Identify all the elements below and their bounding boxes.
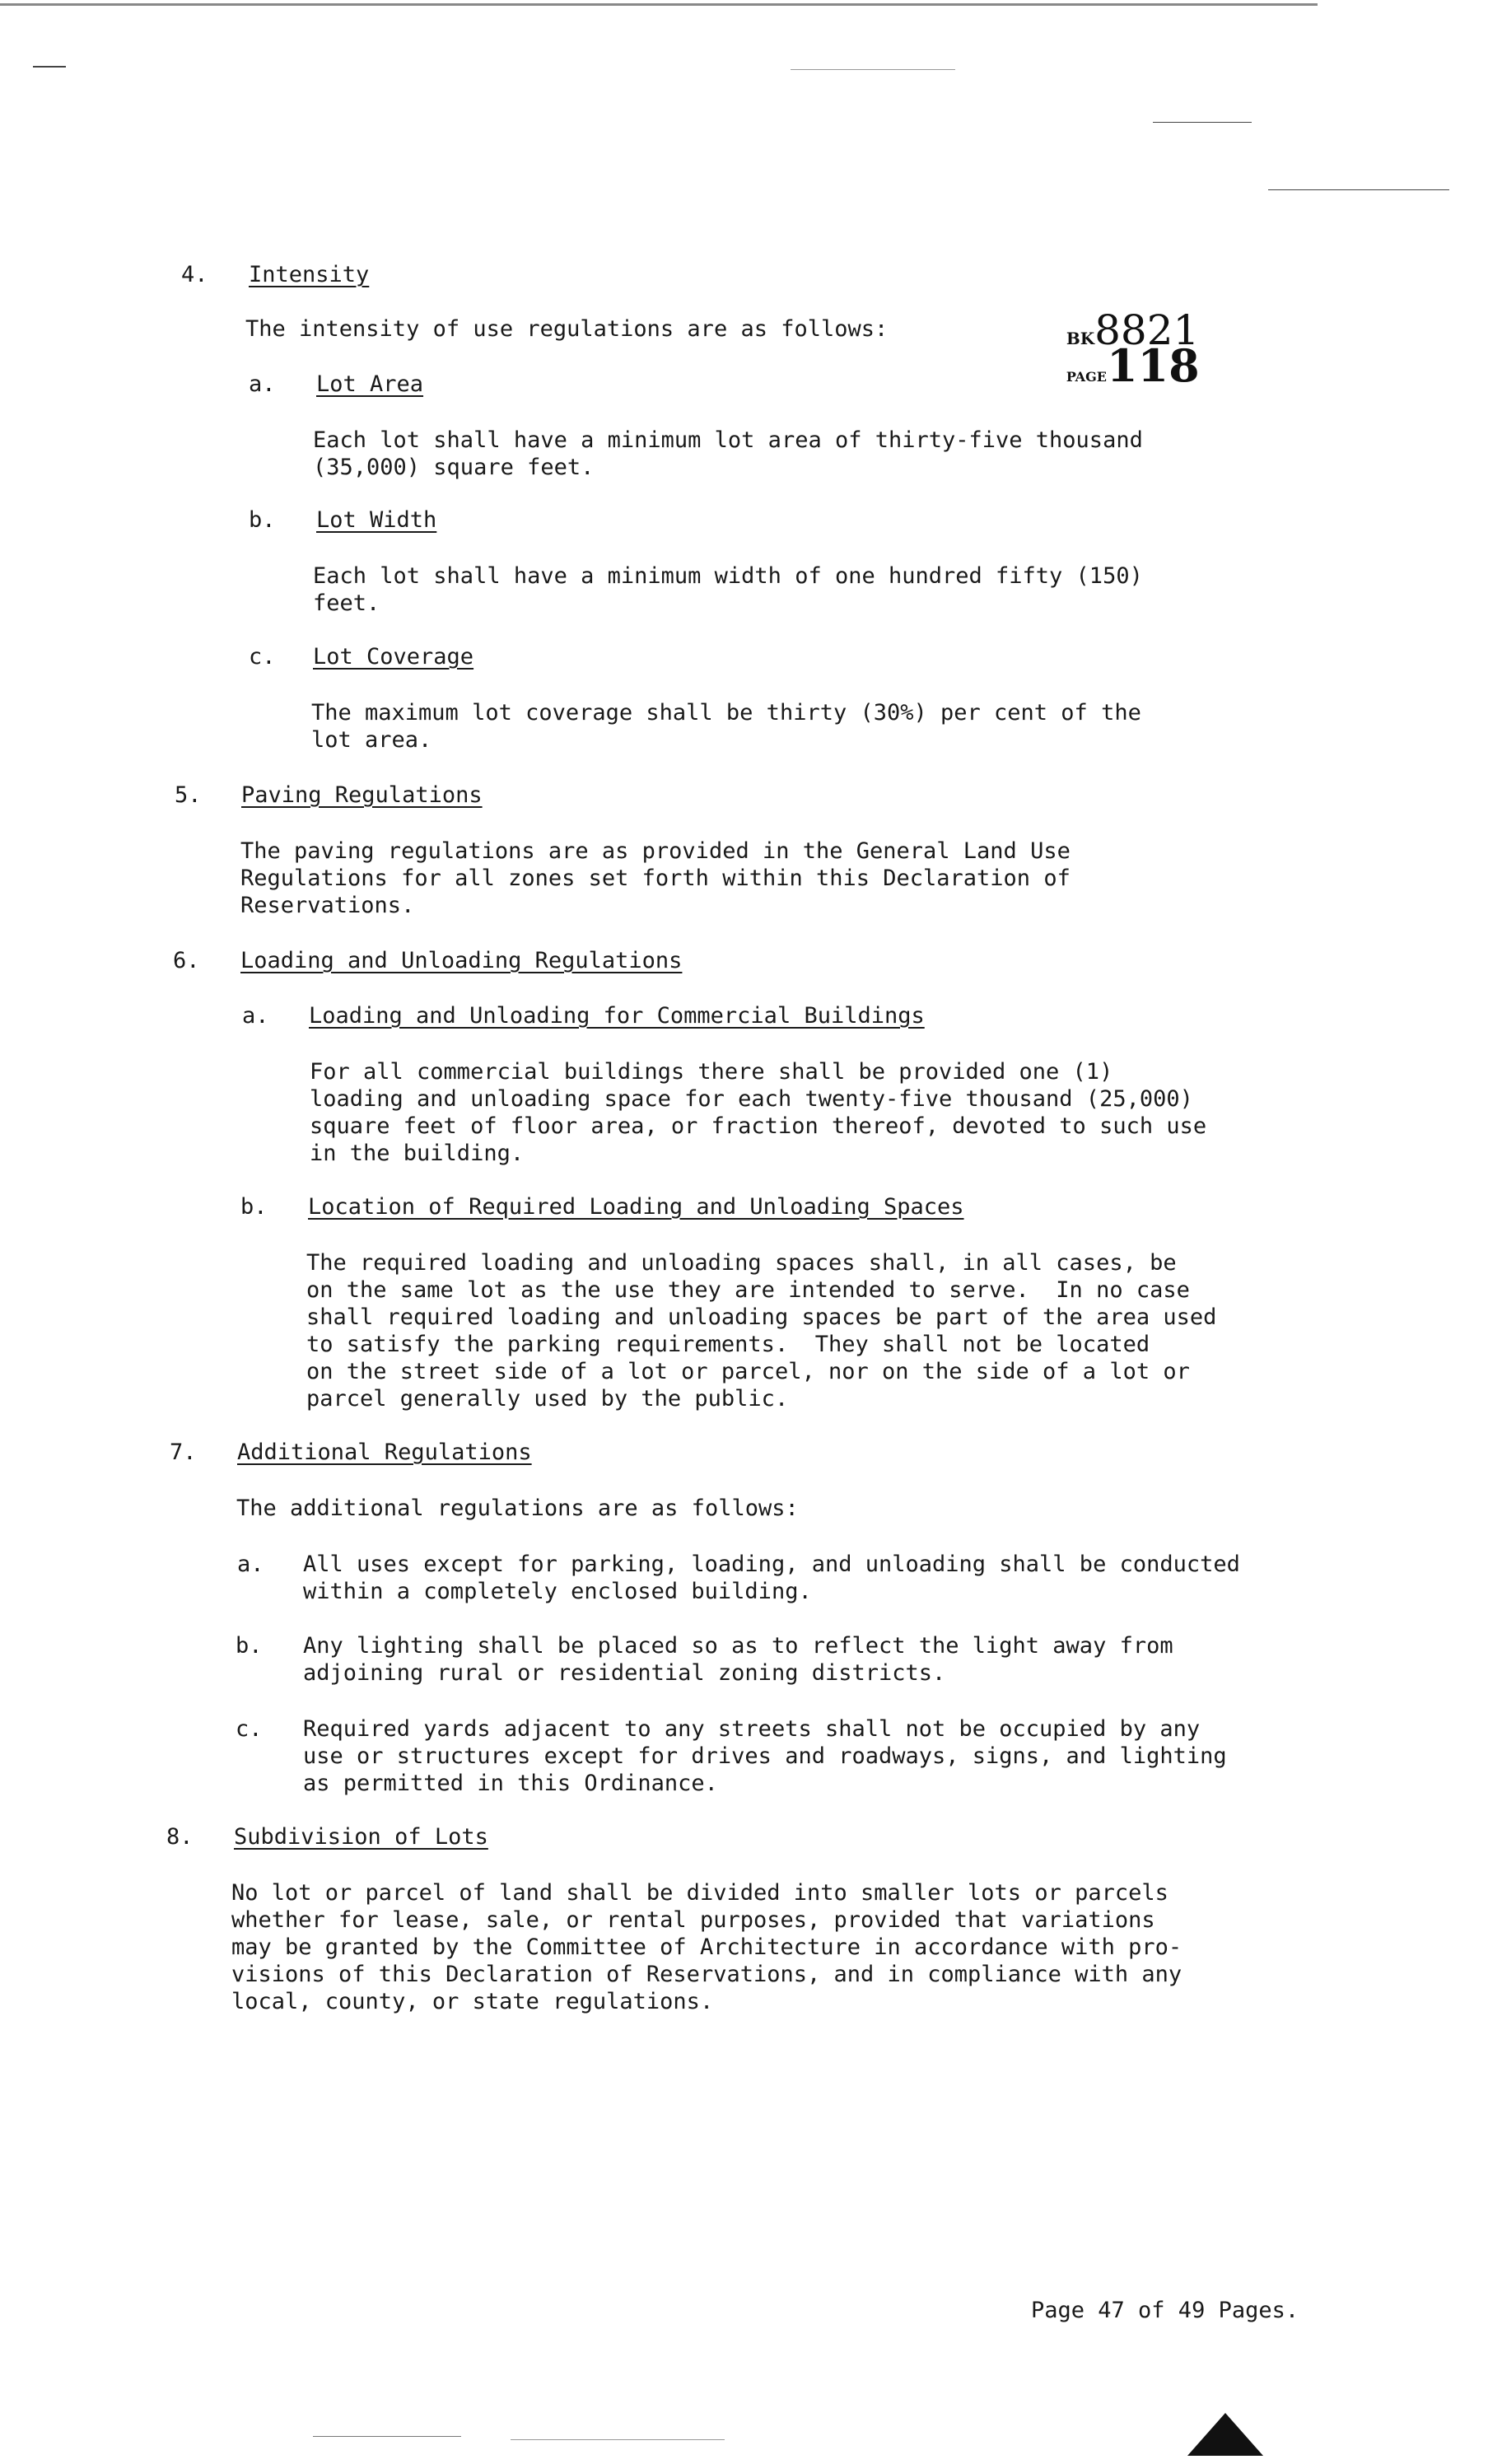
section-4b-line-1: Each lot shall have a minimum width of one hundred fifty (150) [313, 563, 1143, 589]
section-5-number: 5. [175, 782, 202, 808]
section-7-number: 7. [170, 1440, 197, 1465]
section-5-line-3: Reservations. [240, 893, 415, 918]
page-footer: Page 47 of 49 Pages. [1031, 2298, 1299, 2323]
section-8-line-1: No lot or parcel of land shall be divided into smaller lots or parcels [231, 1880, 1168, 1906]
section-4-intro: The intensity of use regulations are as follows: [245, 316, 889, 342]
section-8-line-3: may be granted by the Committee of Architecture in accordance with pro- [231, 1934, 1182, 1960]
section-7c-line-2: use or structures except for drives and roadways, signs, and lighting [303, 1743, 1227, 1769]
scan-mark [33, 66, 66, 68]
section-8-line-2: whether for lease, sale, or rental purposes, provided that variations [231, 1907, 1155, 1933]
section-8-title: Subdivision of Lots [234, 1824, 488, 1850]
scan-mark [1268, 189, 1449, 190]
section-7a-label: a. [237, 1552, 264, 1577]
section-8-number: 8. [166, 1824, 194, 1850]
recording-stamp [1051, 290, 1200, 390]
section-8-line-5: local, county, or state regulations. [231, 1989, 714, 2014]
section-4a-label: a. [249, 371, 276, 397]
section-6b-label: b. [240, 1194, 268, 1220]
section-4b-line-2: feet. [313, 590, 380, 616]
section-4c-title: Lot Coverage [313, 644, 474, 670]
scan-mark [791, 69, 955, 70]
section-6b-line-4: to satisfy the parking requirements. They shall not be located [306, 1332, 1150, 1357]
section-6-title: Loading and Unloading Regulations [240, 948, 683, 973]
section-5-line-1: The paving regulations are as provided in the General Land Use [240, 838, 1071, 864]
section-6b-line-2: on the same lot as the use they are intended to serve. In no case [306, 1277, 1190, 1303]
section-6b-line-6: parcel generally used by the public. [306, 1386, 789, 1412]
section-5-title: Paving Regulations [241, 782, 483, 808]
section-4a-line-2: (35,000) square feet. [313, 455, 595, 480]
section-6-number: 6. [173, 948, 200, 973]
section-7c-line-3: as permitted in this Ordinance. [303, 1771, 718, 1796]
section-7-title: Additional Regulations [237, 1440, 532, 1465]
section-4c-label: c. [249, 644, 276, 670]
scan-mark [1153, 122, 1252, 123]
section-6b-line-1: The required loading and unloading spaces shall, in all cases, be [306, 1250, 1177, 1276]
section-5-line-2: Regulations for all zones set forth within this Declaration of [240, 866, 1071, 891]
section-7b-line-2: adjoining rural or residential zoning districts. [303, 1660, 946, 1686]
section-6a-line-2: loading and unloading space for each twenty-five thousand (25,000) [310, 1086, 1193, 1112]
section-6a-title: Loading and Unloading for Commercial Buildings [309, 1003, 925, 1029]
section-4b-title: Lot Width [316, 507, 437, 533]
scan-mark [511, 2439, 725, 2440]
stamp-page-number: 118 [1106, 339, 1200, 392]
section-6a-label: a. [242, 1003, 269, 1029]
section-4a-title: Lot Area [316, 371, 424, 397]
section-6a-line-4: in the building. [310, 1141, 525, 1166]
section-7b-line-1: Any lighting shall be placed so as to reflect the light away from [303, 1633, 1173, 1659]
section-7b-label: b. [236, 1633, 263, 1659]
section-7c-label: c. [236, 1716, 263, 1742]
scan-mark [313, 2436, 461, 2437]
stamp-book-prefix: BK [1066, 329, 1095, 348]
section-7a-line-1: All uses except for parking, loading, and unloading shall be conducted [303, 1552, 1240, 1577]
section-4-title: Intensity [249, 262, 370, 287]
section-8-line-4: visions of this Declaration of Reservations, and in compliance with any [231, 1962, 1182, 1987]
section-7a-line-2: within a completely enclosed building. [303, 1579, 812, 1604]
section-6b-line-3: shall required loading and unloading spaces be part of the area used [306, 1304, 1217, 1330]
section-6a-line-1: For all commercial buildings there shall be provided one (1) [310, 1059, 1113, 1085]
section-4c-line-1: The maximum lot coverage shall be thirty (30%) per cent of the [311, 700, 1141, 726]
section-4b-label: b. [249, 507, 276, 533]
section-6b-title: Location of Required Loading and Unloading Spaces [308, 1194, 964, 1220]
section-6a-line-3: square feet of floor area, or fraction thereof, devoted to such use [310, 1113, 1207, 1139]
scan-edge-line [0, 3, 1318, 6]
corner-blot [1187, 2413, 1263, 2456]
section-7c-line-1: Required yards adjacent to any streets shall not be occupied by any [303, 1716, 1201, 1742]
section-4c-line-2: lot area. [311, 727, 432, 753]
section-4-number: 4. [181, 262, 208, 287]
section-4a-line-1: Each lot shall have a minimum lot area of thirty-five thousand [313, 427, 1143, 453]
stamp-page-label: PAGE [1066, 369, 1107, 385]
stamp-book-number: 8821 [1094, 306, 1200, 354]
section-7-intro: The additional regulations are as follows: [236, 1496, 799, 1521]
section-6b-line-5: on the street side of a lot or parcel, nor on the side of a lot or [306, 1359, 1190, 1384]
